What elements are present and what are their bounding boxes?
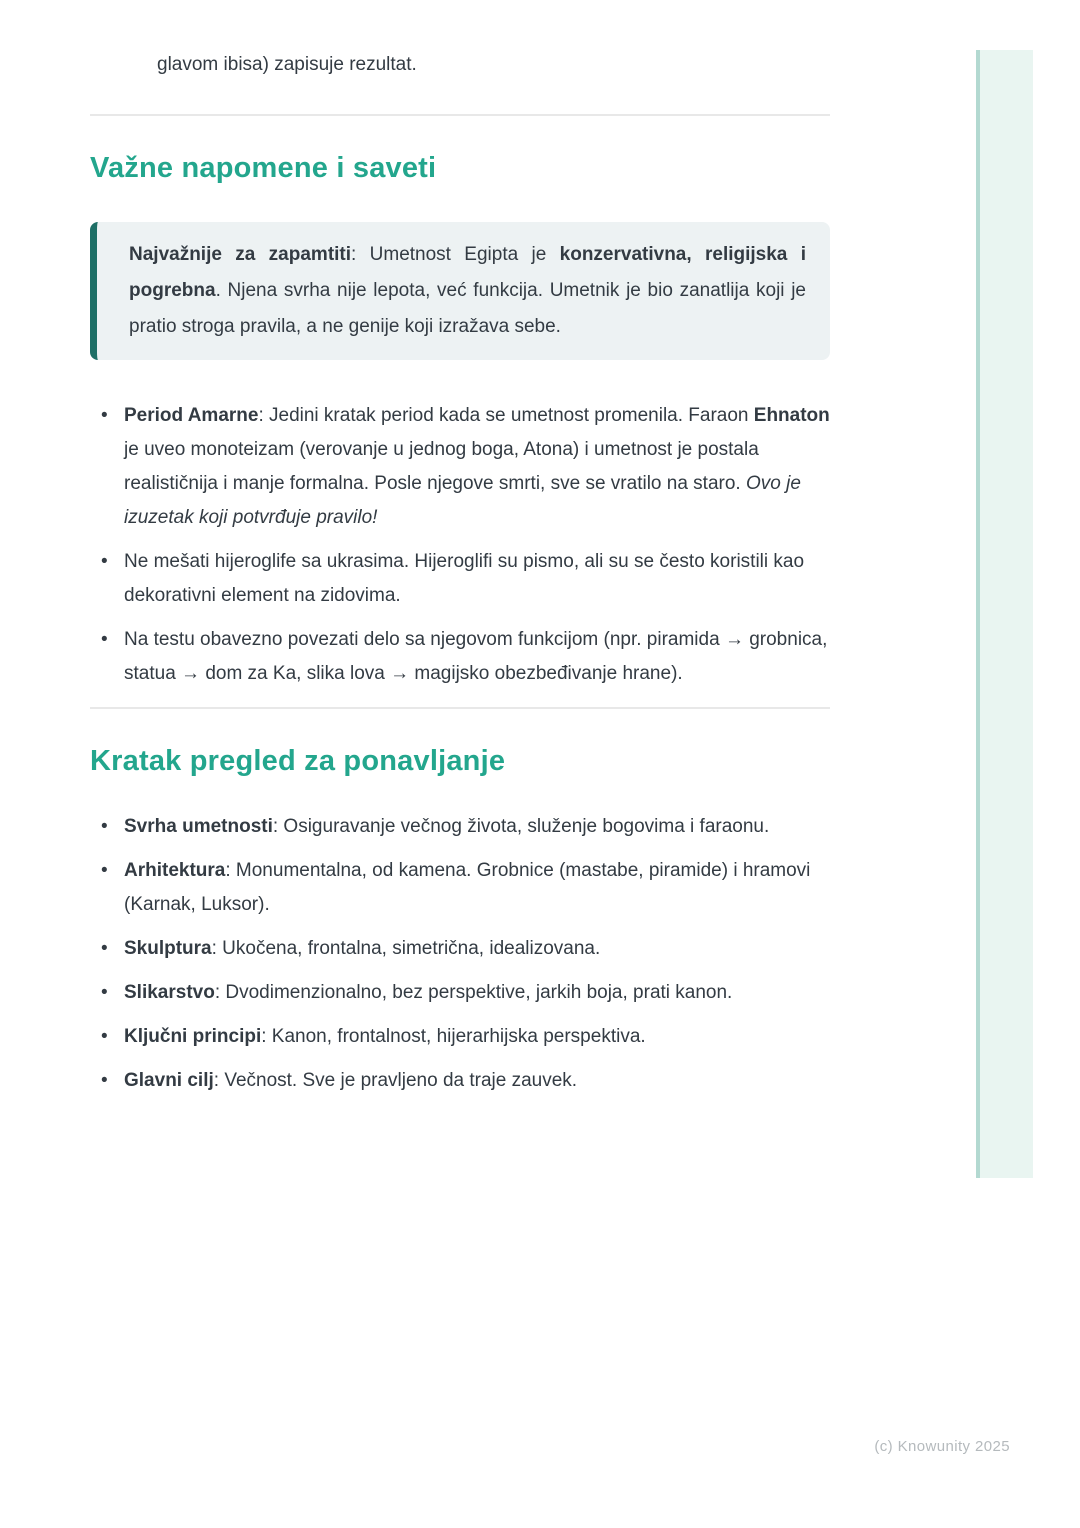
bold-text: Svrha umetnosti [124, 816, 273, 837]
section-title: Važne napomene i saveti [90, 152, 437, 184]
text-run: Ne mešati hijeroglife sa ukrasima. Hijeroglifi su pismo, ali su se često koristili kao dekorativni element na zidovima. [124, 551, 805, 606]
list-item [90, 976, 830, 1010]
list-item-text [124, 810, 830, 844]
side-accent-bar [976, 50, 1033, 1178]
bullet-dot: • [101, 1026, 108, 1047]
bold-text: Najvažnije za zapamtiti [129, 244, 352, 265]
text-run: : Dvodimenzionalno, bez perspektive, jarkih boja, prati kanon. [214, 982, 733, 1003]
list-item-text [124, 623, 830, 691]
notes-list [90, 399, 830, 691]
callout-text [129, 237, 806, 345]
bold-text: Skulptura [124, 938, 212, 959]
list-item-text [124, 1064, 830, 1098]
list-item-text [124, 932, 830, 966]
bold-text: Ključni principi [124, 1026, 262, 1047]
bullet-dot: • [101, 860, 108, 881]
bullet-dot: • [101, 1070, 108, 1091]
text-run: : Ukočena, frontalna, simetrična, idealizovana. [211, 938, 601, 959]
copyright-notice: (c) Knowunity 2025 [874, 1438, 1010, 1455]
list-item-text [124, 1020, 830, 1054]
bullet-dot: • [101, 938, 108, 959]
list-item [90, 932, 830, 966]
bold-text: Glavni cilj [124, 1070, 214, 1091]
bullet-dot: • [101, 405, 108, 426]
text-run: : Osiguravanje večnog života, služenje bogovima i faraonu. [272, 816, 770, 837]
section-divider [90, 707, 830, 709]
list-item-text [124, 854, 830, 922]
list-item [90, 854, 830, 922]
bold-text: Arhitektura [124, 860, 226, 881]
section-notes [90, 150, 830, 691]
bold-text: konzervativna, religijska i pogrebna [129, 244, 806, 301]
content-column [90, 0, 830, 1098]
callout-box [90, 222, 830, 360]
text-run: : Večnost. Sve je pravljeno da traje zauvek. [213, 1070, 578, 1091]
bullet-dot: • [101, 982, 108, 1003]
text-run: : Monumentalna, od kamena. Grobnice (mastabe, piramide) i hramovi (Karnak, Luksor). [124, 860, 811, 915]
list-item [90, 399, 830, 535]
bold-text: Period Amarne [124, 405, 259, 426]
bold-text: Slikarstvo [124, 982, 215, 1003]
text-run: : Umetnost Egipta je [351, 244, 560, 265]
list-item [90, 545, 830, 613]
section-divider [90, 114, 830, 116]
summary-list [90, 810, 830, 1098]
text-run: Na testu obavezno povezati delo sa njegovom funkcijom (npr. piramida → grobnica, statua → dom za Ka, slika lova → magijsko obezbeđivanje hrane). [124, 629, 828, 684]
section-title: Kratak pregled za ponavljanje [90, 745, 506, 777]
list-item-text [124, 399, 830, 535]
list-item [90, 623, 830, 691]
text-run: : Kanon, frontalnost, hijerarhijska perspektiva. [261, 1026, 646, 1047]
list-item [90, 1020, 830, 1054]
list-item [90, 1064, 830, 1098]
text-run: . Njena svrha nije lepota, već funkcija. Umetnik je bio zanatlija koji je pratio stroga pravila, a ne genije koji izražava sebe. [129, 280, 806, 337]
italic-text: Ovo je izuzetak koji potvrđuje pravilo! [124, 473, 801, 528]
list-item-text [124, 976, 830, 1010]
bold-text: Ehnaton [753, 405, 830, 426]
list-item [90, 810, 830, 844]
list-item-text [124, 545, 830, 613]
bullet-dot: • [101, 551, 108, 572]
section-summary [90, 743, 830, 1098]
bullet-dot: • [101, 629, 108, 650]
text-run: je uveo monoteizam (verovanje u jednog boga, Atona) i umetnost je postala realističnija i manje formalna. Posle njegove smrti, sve se vratilo na staro. [124, 439, 759, 494]
paragraph-continuation: glavom ibisa) zapisuje rezultat. [157, 54, 417, 75]
text-run: : Jedini kratak period kada se umetnost promenila. Faraon [258, 405, 754, 426]
bullet-dot: • [101, 816, 108, 837]
